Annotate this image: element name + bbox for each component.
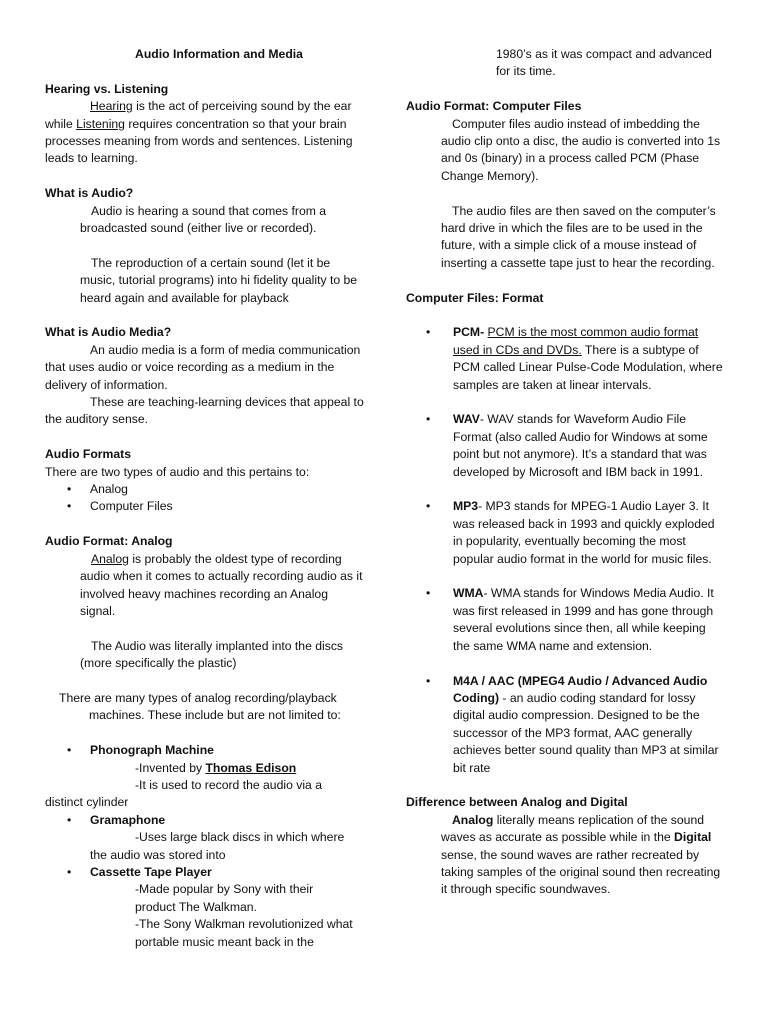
computer-files-heading: Audio Format: Computer Files xyxy=(406,99,582,114)
list-item-mp3: • MP3- MP3 stands for MPEG-1 Audio Layer 3. It was released back in 1993 and quickly exploded in popularity, eventually becoming the most popular audio format in the world for music files. xyxy=(406,498,726,568)
list-item-phonograph: • Phonograph Machine xyxy=(45,742,365,759)
computer-files-paragraph-2: The audio files are then saved on the computer’s hard drive in which the files are to be used in the future, with a simple click of a mouse instead of inserting a cassette tape just to hear the recording. xyxy=(441,203,716,270)
bullet-icon: • xyxy=(426,412,431,427)
bullet-icon: • xyxy=(67,864,72,879)
bullet-icon: • xyxy=(67,743,72,758)
hearing-paragraph: Hearing is the act of perceiving sound by the ear while Listening requires concentration so that your brain processes meaning from words and sentences. Listening leads to learning. xyxy=(45,99,353,166)
analog-term: Analog xyxy=(91,551,129,566)
audio-media-paragraph-2: These are teaching-learning devices that appeal to the auditory sense. xyxy=(45,395,364,427)
continuation-text: 1980’s as it was compact and advanced for its time. xyxy=(496,47,712,79)
right-column xyxy=(406,46,726,899)
list-item-gramaphone: • Gramaphone xyxy=(45,812,365,829)
audio-media-paragraph-1: An audio media is a form of media communication that uses audio or voice recording as a medium in the delivery of information. xyxy=(45,342,361,392)
bullet-icon: • xyxy=(426,586,431,601)
hearing-heading: Hearing vs. Listening xyxy=(45,81,169,96)
listening-term: Listening xyxy=(76,116,125,131)
audio-formats-heading: Audio Formats xyxy=(45,447,131,462)
list-item-wma: • WMA- WMA stands for Windows Media Audio. It was first released in 1999 and has gone through several evolutions since then, all while keeping the same WMA name and extension. xyxy=(406,585,726,655)
list-item: • Computer Files xyxy=(45,498,365,515)
bullet-icon: • xyxy=(67,812,72,827)
computer-files-paragraph-1: Computer files audio instead of imbedding the audio clip onto a disc, the audio is converted into 1s and 0s (binary) in a process called PCM (Phase Change Memory). xyxy=(441,116,721,183)
format-heading: Computer Files: Format xyxy=(406,290,544,305)
left-column: Audio Information and Media Hearing vs. Listening Hearing is the act of perceiving sound by the ear while Listening requires concentration so that your brain processes meaning from words and sentences. Listening leads to learning. What is Audio? Audio is hearing a sound that comes from a broadcasted sound (either live or recorded). The reproduction of a certain sound (let it be music, tutorial programs) into hi fidelity quality to be heard again and available for playback What is Audio Media? An audio media is a form of media communication that uses audio or voice recording as a medium in the delivery of information. These are teaching-learning devices that appeal to the auditory sense. Audio Formats There are two types of audio and this pertains to: • Analog • Computer Files Audio Format: Analog Analog is probably the oldest type of recording audio when it comes to actually recording audio as it involved heavy machines recording an Analog signal. The Audio was literally implanted into the discs (more specifically the plastic) There are many types of analog recording/playback machines. These include but are not limited to: • Phonograph Machine -Invented by Thomas Edison -It is used to record the audio via a distinct cylinder • Gramaphone -Uses large black discs in which where the audio was stored into • Cassette Tape Player -Made popular by Sony with their product The Walkman. -The Sony Walkman revolutionized what portable music meant back in the xyxy=(45,47,364,949)
list-item-m4a: • M4A / AAC (MPEG4 Audio / Advanced Audio Coding) - an audio coding standard for lossy digital audio compression. Designed to be the successor of the MP3 format, AAC generally achieves better sound quality than MP3 at similar bit rate xyxy=(406,673,726,777)
analog-heading: Audio Format: Analog xyxy=(45,534,173,549)
hearing-term: Hearing xyxy=(90,99,133,114)
analog-paragraph-3: There are many types of analog recording/playback machines. These include but are not limited to: xyxy=(59,690,341,723)
audio-formats-intro: There are two types of audio and this pertains to: xyxy=(45,464,310,479)
bullet-icon: • xyxy=(426,325,431,340)
list-item: • Analog xyxy=(45,481,365,498)
audio-media-heading: What is Audio Media? xyxy=(45,325,172,340)
difference-paragraph: Analog literally means replication of the sound waves as accurate as possible while in the Digital sense, the sound waves are rather recreated by taking samples of the original sound then recreating it through specific soundwaves. xyxy=(441,812,721,897)
audio-heading: What is Audio? xyxy=(45,186,134,201)
bullet-icon: • xyxy=(67,482,72,497)
difference-heading: Difference between Analog and Digital xyxy=(406,795,628,810)
list-item-wav: • WAV- WAV stands for Waveform Audio File Format (also called Audio for Windows at some point but not anymore). It’s a standard that was developed by Microsoft and IBM back in 1991. xyxy=(406,411,726,481)
audio-paragraph-2: The reproduction of a certain sound (let it be music, tutorial programs) into hi fidelity quality to be heard again and available for playback xyxy=(80,255,358,305)
bullet-icon: • xyxy=(426,673,431,688)
document-title: Audio Information and Media xyxy=(135,47,303,61)
analog-paragraph-2: The Audio was literally implanted into the discs (more specifically the plastic) xyxy=(80,638,344,671)
bullet-icon: • xyxy=(426,499,431,514)
audio-paragraph-1: Audio is hearing a sound that comes from a broadcasted sound (either live or recorded). xyxy=(80,203,327,236)
analog-paragraph-1: Analog is probably the oldest type of recording audio when it comes to actually recording audio as it involved heavy machines recording an Analog signal. xyxy=(80,551,363,618)
thomas-edison-link: Thomas Edison xyxy=(205,760,297,775)
bullet-icon: • xyxy=(67,499,72,514)
list-item-pcm: • PCM- PCM is the most common audio format used in CDs and DVDs. There is a subtype of PCM called Linear Pulse-Code Modulation, where samples are taken at linear intervals. xyxy=(406,324,726,394)
list-item-cassette: • Cassette Tape Player xyxy=(45,864,365,881)
